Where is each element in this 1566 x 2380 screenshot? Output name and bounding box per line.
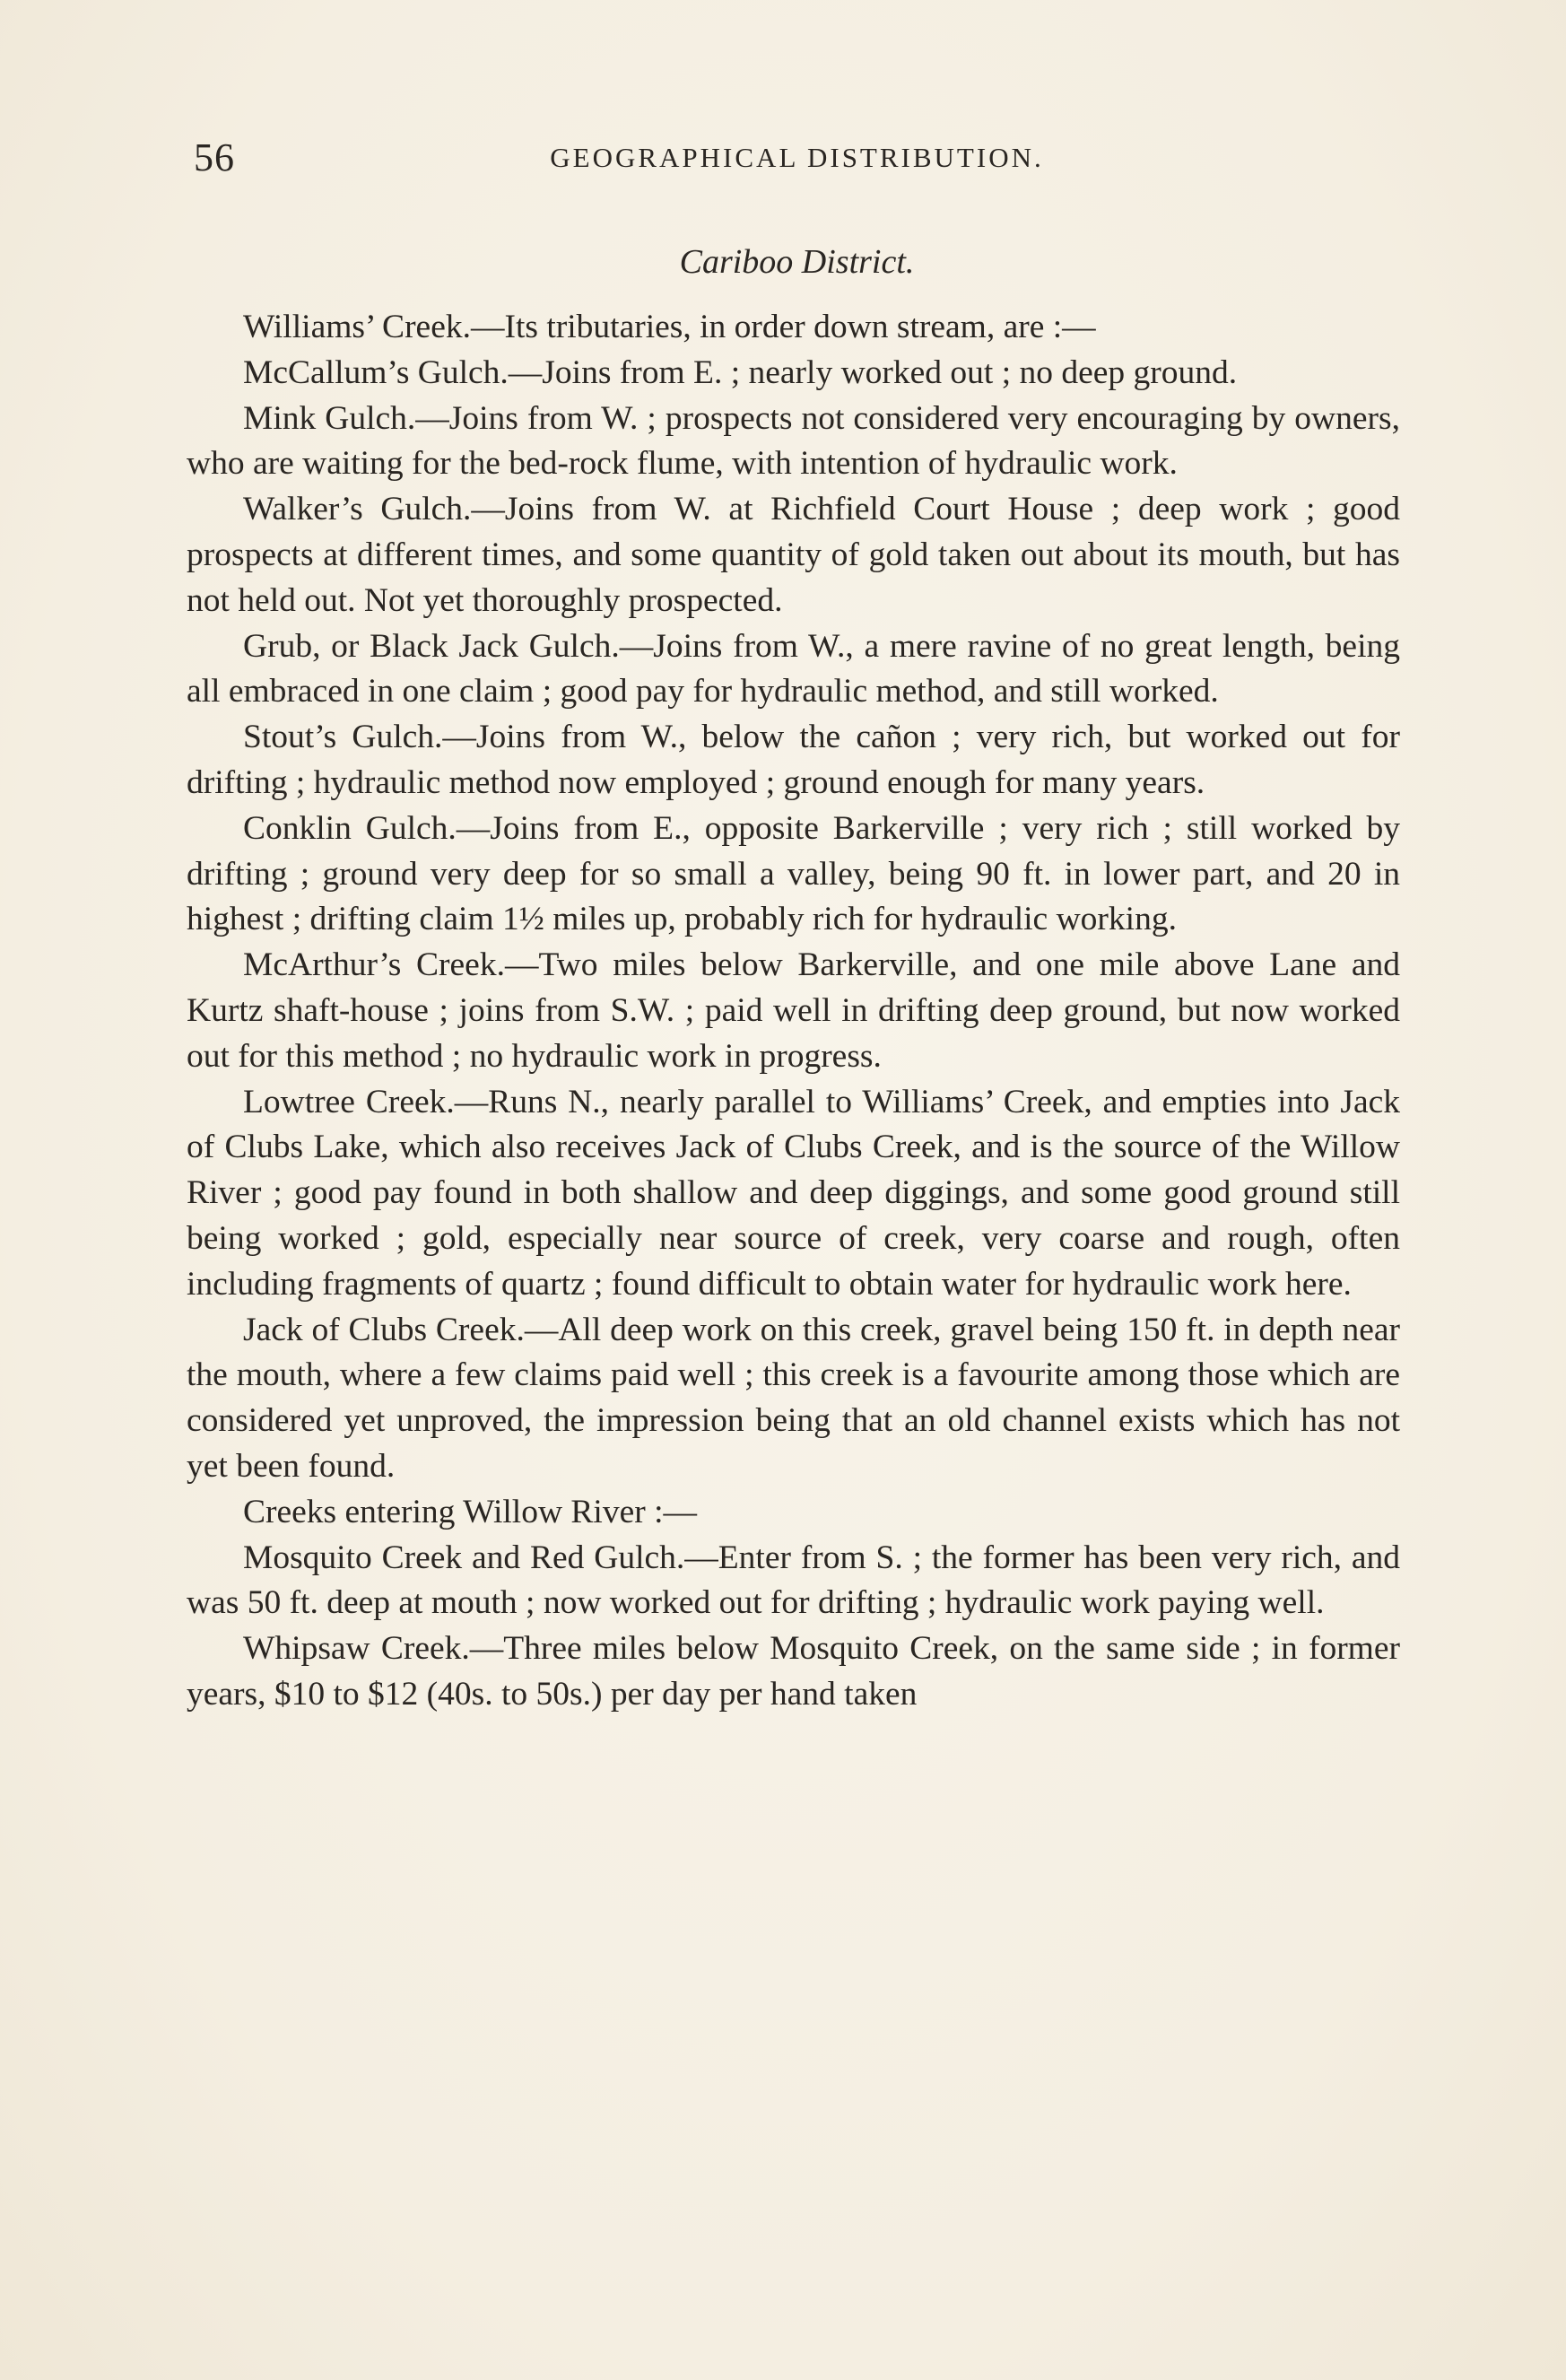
section-title: Cariboo District. [679,243,915,281]
body-text [187,305,1400,1718]
paragraph-whipsaw-creek: Whipsaw Creek.—Three miles below Mosquito Creek, on the same side ; in former years, $10 to $12 (40s. to 50s.) per day per hand taken [187,1630,1400,1713]
paragraph-grub-gulch: Grub, or Black Jack Gulch.—Joins from W., a mere ravine of no great length, being all embraced in one claim ; good pay for hydraulic method, and still worked. [187,627,1400,711]
paragraph-stouts-gulch: Stout’s Gulch.—Joins from W., below the cañon ; very rich, but worked out for drifting ; hydraulic method now employed ; ground enough for many years. [187,719,1400,801]
paragraph-mosquito-creek: Mosquito Creek and Red Gulch.—Enter from S. ; the former has been very rich, and was 50 ft. deep at mouth ; now worked out for drifting ; hydraulic work paying well. [187,1539,1400,1622]
page-number: 56 [194,135,235,179]
paragraph-mink-gulch: Mink Gulch.—Joins from W. ; prospects not considered very encouraging by owners, who are waiting for the bed-rock flume, with intention of hydraulic work. [187,399,1400,483]
paragraph-mccallums-gulch: McCallum’s Gulch.—Joins from E. ; nearly worked out ; no deep ground. [243,353,1238,391]
paragraph-williams-creek: Williams’ Creek.—Its tributaries, in order down stream, are :— [243,309,1096,345]
paragraph-mcarthurs-creek: McArthur’s Creek.—Two miles below Barkerville, and one mile above Lane and Kurtz shaft-house ; joins from S.W. ; paid well in drifting deep ground, but now worked out for this method ; no hydraulic work in progress. [187,946,1400,1075]
page-header [194,135,1400,188]
paragraph-lowtree-creek: Lowtree Creek.—Runs N., nearly parallel to Williams’ Creek, and empties into Jack of Clubs Lake, which also receives Jack of Clubs Creek, and is the source of the Willow River ; good pay found in both shallow and deep diggings, and some good ground still being worked ; gold, especially near source of creek, very coarse and rough, often including fragments of quartz ; found difficult to obtain water for hydraulic work here. [187,1083,1400,1303]
paragraph-walkers-gulch: Walker’s Gulch.—Joins from W. at Richfield Court House ; deep work ; good prospects at different times, and some quantity of gold taken out about its mouth, but has not held out. Not yet thoroughly prospected. [187,491,1400,619]
paragraph-creeks-entering-willow-river: Creeks entering Willow River :— [243,1493,698,1530]
paragraph-conklin-gulch: Conklin Gulch.—Joins from E., opposite Barkerville ; very rich ; still worked by drifting ; ground very deep for so small a valley, being 90 ft. in lower part, and 20 in highest ; drifting claim 1½ miles up, probably rich for hydraulic working. [187,809,1400,938]
paragraph-jack-of-clubs-creek: Jack of Clubs Creek.—All deep work on this creek, gravel being 150 ft. in depth near the mouth, where a few claims paid well ; this creek is a favourite among those which are considered yet unproved, the impression being that an old channel exists which has not yet been found. [187,1311,1400,1485]
running-head: GEOGRAPHICAL DISTRIBUTION. [550,142,1044,173]
